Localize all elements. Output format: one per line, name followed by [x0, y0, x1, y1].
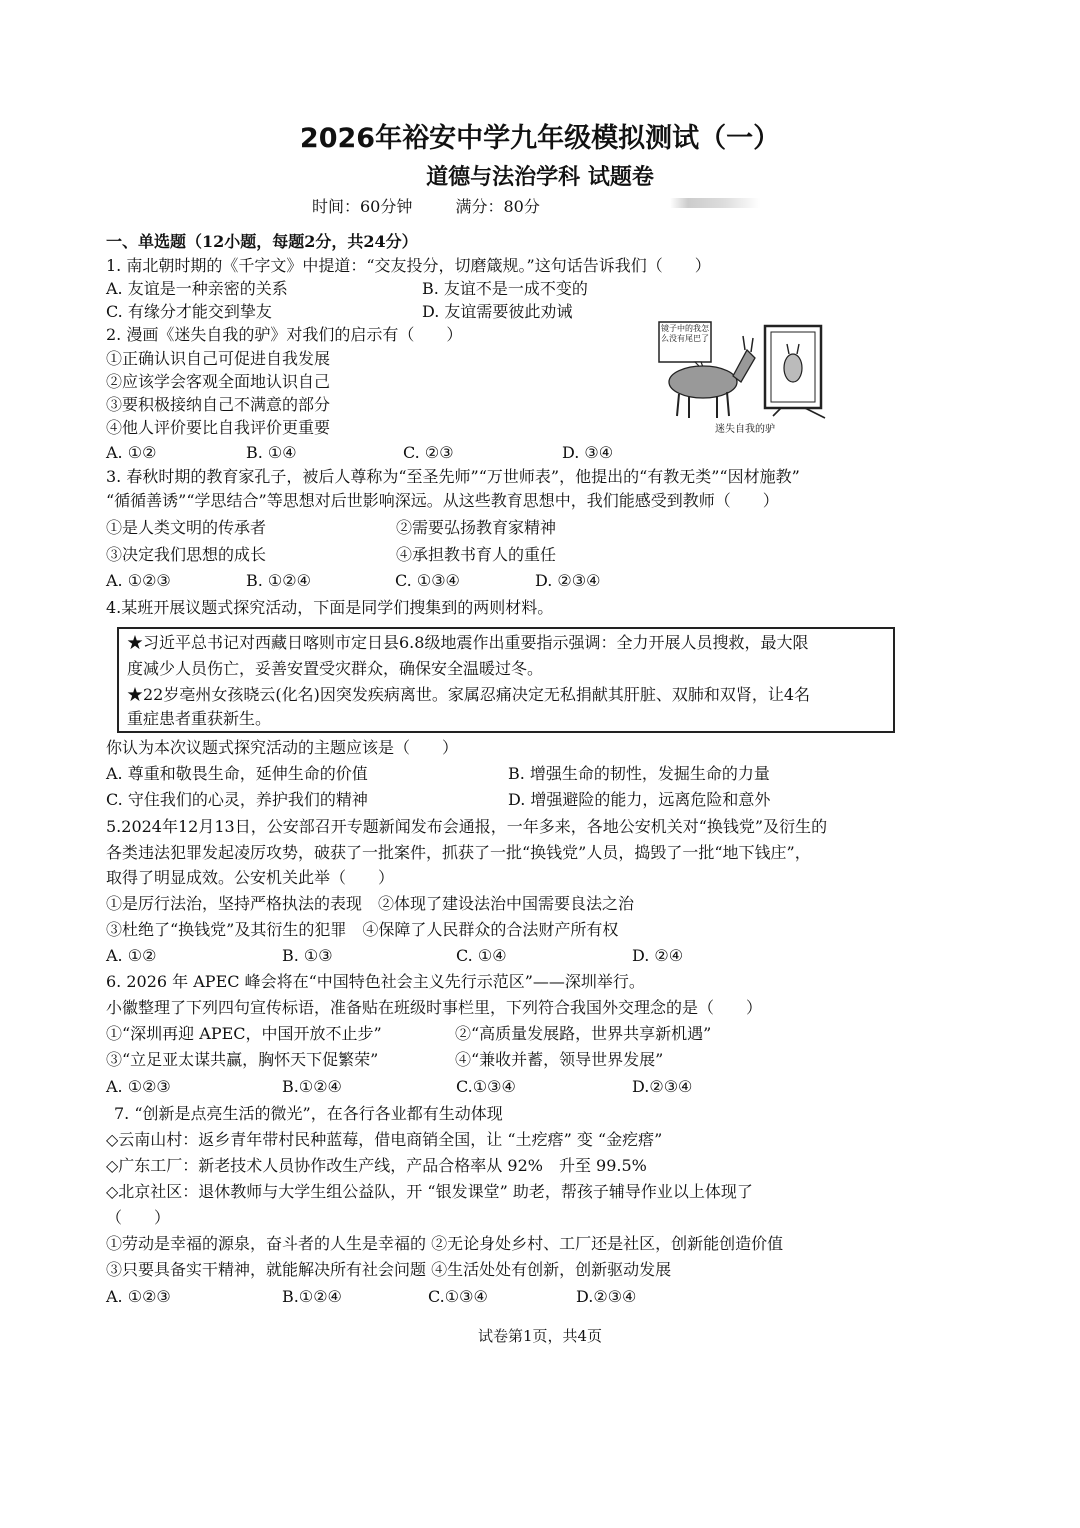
q7-example-beijing: ◇北京社区：退休教师与大学生组公益队，开 “银发课堂” 助老，帮孩子辅导作业以上体现了: [106, 1182, 753, 1201]
q7-example-guangdong: ◇广东工厂：新老技术人员协作改生产线，产品合格率从 92% 升至 99.5%: [106, 1156, 647, 1175]
q7-statements-34: ③只要具备实干精神，就能解决所有社会问题 ④生活处处有创新，创新驱动发展: [106, 1260, 672, 1279]
q7-statements-12: ①劳动是幸福的源泉，奋斗者的人生是幸福的 ②无论身处乡村、工厂还是社区，创新能创造价值: [106, 1234, 784, 1253]
q7-option-d: D.②③④: [576, 1287, 637, 1306]
q4-material1-line1: ★习近平总书记对西藏日喀则市定日县6.8级地震作出重要指示强调：全力开展人员搜救，最大限: [127, 633, 809, 652]
speech-bubble-text: 镜子中的我怎么没有尾巴了: [661, 324, 709, 343]
q3-statement-1: ①是人类文明的传承者: [106, 518, 267, 537]
q5-stem-line2: 各类违法犯罪发起凌厉攻势，破获了一批案件，抓获了一批“换钱党”人员，捣毁了一批“地下钱庄”，: [106, 843, 811, 862]
q5-option-b: B. ①③: [282, 946, 333, 965]
q7-example-yunnan: ◇云南山村：返乡青年带村民种蓝莓，借电商销全国，让 “土疙瘩” 变 “金疙瘩”: [106, 1130, 663, 1149]
q2-stem: 2. 漫画《迷失自我的驴》对我们的启示有（ ）: [106, 325, 463, 344]
q1-option-a: A. 友谊是一种亲密的关系: [106, 279, 288, 298]
section-heading: 一、单选题（12小题，每题2分，共24分）: [106, 232, 418, 251]
q1-stem: 1. 南北朝时期的《千字文》中提道：“交友投分，切磨箴规。”这句话告诉我们（ ）: [106, 256, 711, 275]
q6-option-c: C.①③④: [456, 1077, 516, 1096]
q1-option-c: C. 有缘分才能交到挚友: [106, 302, 272, 321]
q3-option-b: B. ①②④: [246, 571, 311, 590]
q7-option-b: B.①②④: [282, 1287, 342, 1306]
exam-meta: [312, 194, 578, 217]
q4-material2-line1: ★22岁亳州女孩晓云(化名)因突发疾病离世。家属忍痛决定无私捐献其肝脏、双肺和双肾，让4名: [127, 685, 811, 704]
q2-option-d: D. ③④: [562, 443, 614, 462]
q6-statement-1: ①“深圳再迎 APEC，中国开放不止步”: [106, 1024, 382, 1043]
q4-material2-line2: 重症患者重获新生。: [127, 709, 272, 728]
q4-option-a: A. 尊重和敬畏生命，延伸生命的价值: [106, 764, 368, 783]
q4-stem: 4.某班开展议题式探究活动，下面是同学们搜集到的两则材料。: [106, 598, 554, 617]
q2-option-c: C. ②③: [403, 443, 454, 462]
time-limit: 时间：60分钟: [312, 197, 413, 216]
cartoon-caption: 迷失自我的驴: [715, 424, 775, 435]
q7-answer-paren: （ ）: [106, 1208, 171, 1227]
exam-title: 2026年裕安中学九年级模拟测试（一）: [299, 123, 781, 154]
q2-statement-1: ①正确认识自己可促进自我发展: [106, 349, 331, 368]
q1-option-d: D. 友谊需要彼此劝诫: [422, 302, 573, 321]
q5-option-c: C. ①④: [456, 946, 507, 965]
q6-option-b: B.①②④: [282, 1077, 342, 1096]
q7-option-c: C.①③④: [428, 1287, 488, 1306]
q2-statement-4: ④他人评价要比自我评价更重要: [106, 418, 331, 437]
q6-stem-line1: 6. 2026 年 APEC 峰会将在“中国特色社会主义先行示范区”——深圳举行。: [106, 972, 645, 991]
q5-stem-line3: 取得了明显成效。公安机关此举（ ）: [106, 868, 395, 887]
q3-statement-4: ④承担教书育人的重任: [396, 545, 557, 564]
donkey-cartoon: [655, 320, 845, 440]
q5-option-a: A. ①②: [106, 946, 157, 965]
q4-question: 你认为本次议题式探究活动的主题应该是（ ）: [106, 738, 459, 757]
q2-statement-3: ③要积极接纳自己不满意的部分: [106, 395, 331, 414]
q6-option-d: D.②③④: [632, 1077, 693, 1096]
q7-stem: 7. “创新是点亮生活的微光”，在各行各业都有生动体现: [114, 1104, 503, 1123]
q3-option-c: C. ①③④: [395, 571, 460, 590]
q3-stem-line2: “循循善诱”“学思结合”等思想对后世影响深远。从这些教育思想中，我们能感受到教师（ ）: [106, 491, 779, 510]
q5-option-d: D. ②④: [632, 946, 684, 965]
q4-option-c: C. 守住我们的心灵，养护我们的精神: [106, 790, 368, 809]
q6-stem-line2: 小徽整理了下列四句宣传标语，准备贴在班级时事栏里，下列符合我国外交理念的是（ ）: [106, 998, 763, 1017]
q6-statement-2: ②“高质量发展路，世界共享新机遇”: [455, 1024, 712, 1043]
q2-statement-2: ②应该学会客观全面地认识自己: [106, 372, 331, 391]
q6-statement-4: ④“兼收并蓄，领导世界发展”: [455, 1050, 664, 1069]
q5-statements-34: ③杜绝了“换钱党”及其衍生的犯罪 ④保障了人民群众的合法财产所有权: [106, 920, 619, 939]
q5-stem-line1: 5.2024年12月13日，公安部召开专题新闻发布会通报，一年多来，各地公安机关对“换钱党”及衍生的: [106, 817, 828, 836]
q1-option-b: B. 友谊不是一成不变的: [422, 279, 588, 298]
q3-statement-2: ②需要弘扬教育家精神: [396, 518, 557, 537]
full-score: 满分：80分: [455, 197, 540, 216]
q4-material-box: [117, 627, 895, 733]
q3-option-a: A. ①②③: [106, 571, 171, 590]
scan-smudge: [670, 198, 760, 208]
q3-option-d: D. ②③④: [535, 571, 601, 590]
page-footer: 试卷第1页，共4页: [477, 1327, 603, 1345]
q5-statements-12: ①是厉行法治，坚持严格执法的表现 ②体现了建设法治中国需要良法之治: [106, 894, 635, 913]
q4-option-b: B. 增强生命的韧性，发掘生命的力量: [508, 764, 770, 783]
q7-option-a: A. ①②③: [106, 1287, 171, 1306]
q4-option-d: D. 增强避险的能力，远离危险和意外: [508, 790, 771, 809]
q4-material1-line2: 度减少人员伤亡，妥善安置受灾群众，确保安全温暖过冬。: [127, 659, 544, 678]
q3-stem-line1: 3. 春秋时期的教育家孔子，被后人尊称为“至圣先师”“万世师表”，他提出的“有教无类”“因材施教”: [106, 467, 800, 486]
q2-option-b: B. ①④: [246, 443, 297, 462]
q6-option-a: A. ①②③: [106, 1077, 171, 1096]
q6-statement-3: ③“立足亚太谋共赢，胸怀天下促繁荣”: [106, 1050, 379, 1069]
q3-statement-3: ③决定我们思想的成长: [106, 545, 267, 564]
q2-option-a: A. ①②: [106, 443, 157, 462]
exam-subtitle: 道德与法治学科 试题卷: [426, 165, 654, 190]
